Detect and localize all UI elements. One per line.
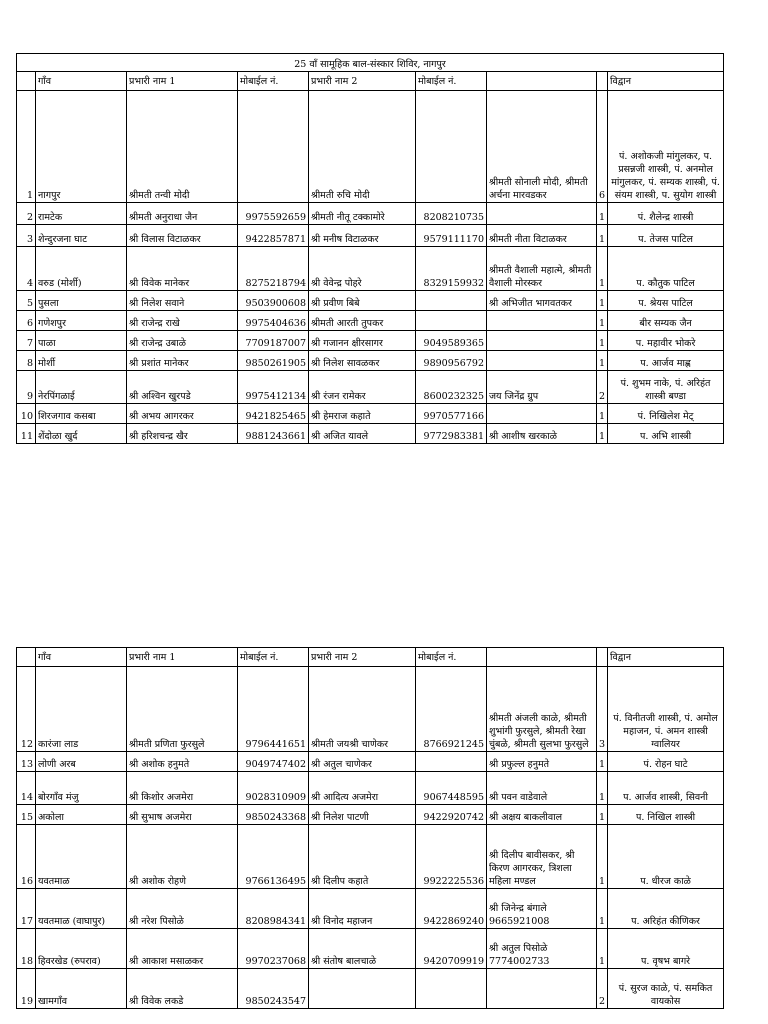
mobile-1-cell: 8275218794 — [238, 247, 309, 291]
mobile-1-cell: 9970237068 — [238, 929, 309, 969]
incharge-1-cell: श्री किशोर अजमेरा — [127, 772, 238, 805]
incharge-2-cell: श्रीमती रुचि मोदी — [309, 91, 416, 203]
scholar-cell: प. आर्जव माह्ण — [608, 351, 724, 371]
incharge-1-cell: श्री राजेन्द्र राखे — [127, 311, 238, 331]
mobile-1-cell: 9850243368 — [238, 805, 309, 825]
incharge-1-cell: श्री विवेक लकडे — [127, 969, 238, 1009]
incharge-2-cell: श्री दिलीप कहाते — [309, 825, 416, 889]
mobile-1-cell: 9503900608 — [238, 291, 309, 311]
mobile-1-cell — [238, 91, 309, 203]
header-count — [597, 648, 608, 667]
row-index: 9 — [17, 371, 36, 404]
header-mobile-2: मोबाईल नं. — [416, 72, 487, 91]
mobile-2-cell: 9922225536 — [416, 825, 487, 889]
others-cell: श्रीमती नीता विटाळकर — [487, 225, 597, 247]
others-cell: श्री अतुल पिसोळे 7774002733 — [487, 929, 597, 969]
others-cell: श्री दिलीप बावीसकर, श्री किरण आगरकर, त्रिशला महिला मण्डल — [487, 825, 597, 889]
village-cell: बोरगाँव मंजु — [36, 772, 127, 805]
incharge-2-cell: श्री अतुल चाणेकर — [309, 752, 416, 772]
mobile-1-cell: 9850243547 — [238, 969, 309, 1009]
header-others — [487, 72, 597, 91]
others-cell — [487, 203, 597, 225]
table-row — [17, 331, 724, 351]
scholar-cell: प. कौतुक पाटिल — [608, 247, 724, 291]
count-cell: 1 — [597, 772, 608, 805]
row-index: 1 — [17, 91, 36, 203]
mobile-2-cell — [416, 291, 487, 311]
village-cell: खामगाँव — [36, 969, 127, 1009]
header-village: गाँव — [36, 648, 127, 667]
header-mobile-1: मोबाईल नं. — [238, 72, 309, 91]
incharge-1-cell: श्री प्रशांत मानेकर — [127, 351, 238, 371]
count-cell: 1 — [597, 752, 608, 772]
scholar-cell: प. अभि शास्त्री — [608, 424, 724, 444]
mobile-1-cell: 9766136495 — [238, 825, 309, 889]
mobile-1-cell: 9850261905 — [238, 351, 309, 371]
incharge-1-cell: श्री विवेक मानेकर — [127, 247, 238, 291]
mobile-2-cell: 9579111170 — [416, 225, 487, 247]
mobile-2-cell: 9970577166 — [416, 404, 487, 424]
mobile-2-cell: 9772983381 — [416, 424, 487, 444]
row-index: 17 — [17, 889, 36, 929]
count-cell: 1 — [597, 805, 608, 825]
others-cell: श्री पवन वाडेवाले — [487, 772, 597, 805]
scholar-cell: प. आर्जव शास्त्री, सिवनी — [608, 772, 724, 805]
mobile-2-cell: 9067448595 — [416, 772, 487, 805]
row-index: 13 — [17, 752, 36, 772]
incharge-2-cell: श्री निलेश सावळकर — [309, 351, 416, 371]
count-cell: 1 — [597, 825, 608, 889]
table-row — [17, 203, 724, 225]
table-row — [17, 351, 724, 371]
incharge-1-cell: श्री नरेश पिसोळे — [127, 889, 238, 929]
incharge-2-cell: श्रीमती आरती तुपकर — [309, 311, 416, 331]
village-cell: पाळा — [36, 331, 127, 351]
row-index: 7 — [17, 331, 36, 351]
mobile-2-cell: 8329159932 — [416, 247, 487, 291]
header-scholar: विद्वान — [608, 72, 724, 91]
table-row — [17, 667, 724, 752]
table-row — [17, 929, 724, 969]
table-row — [17, 91, 724, 203]
village-cell: हिवरखेड (रुपराव) — [36, 929, 127, 969]
incharge-1-cell: श्री अशोक हनुमते — [127, 752, 238, 772]
mobile-2-cell — [416, 311, 487, 331]
mobile-2-cell: 9420709919 — [416, 929, 487, 969]
mobile-2-cell: 8600232325 — [416, 371, 487, 404]
count-cell: 1 — [597, 404, 608, 424]
header-mobile-1: मोबाईल नं. — [238, 648, 309, 667]
others-cell: श्री जिनेन्द्र बंगाले 9665921008 — [487, 889, 597, 929]
count-cell: 1 — [597, 929, 608, 969]
scholar-cell: प. तेजस पाटिल — [608, 225, 724, 247]
header-village: गाँव — [36, 72, 127, 91]
others-cell: श्री प्रफुल्ल हनुमते — [487, 752, 597, 772]
incharge-1-cell: श्री राजेन्द्र उबाळे — [127, 331, 238, 351]
others-cell — [487, 311, 597, 331]
row-index: 18 — [17, 929, 36, 969]
incharge-2-cell: श्रीमती नीतू टक्कामोरे — [309, 203, 416, 225]
mobile-1-cell: 9796441651 — [238, 667, 309, 752]
table-row — [17, 225, 724, 247]
header-index — [17, 648, 36, 667]
mobile-2-cell — [416, 969, 487, 1009]
table-row — [17, 371, 724, 404]
row-index: 12 — [17, 667, 36, 752]
incharge-2-cell: श्रीमती जयश्री चाणेकर — [309, 667, 416, 752]
header-incharge-1: प्रभारी नाम 1 — [127, 648, 238, 667]
incharge-1-cell: श्री अभय आगरकर — [127, 404, 238, 424]
scholar-cell: प. वृषभ बागरे — [608, 929, 724, 969]
incharge-2-cell: श्री वेवेन्द्र पोहरे — [309, 247, 416, 291]
count-cell: 1 — [597, 291, 608, 311]
others-cell — [487, 969, 597, 1009]
others-cell: श्री आशीष खरकाळे — [487, 424, 597, 444]
others-cell: जय जिनेंद्र ग्रुप — [487, 371, 597, 404]
incharge-2-cell: श्री रंजन रामेकर — [309, 371, 416, 404]
table-row — [17, 424, 724, 444]
row-index: 19 — [17, 969, 36, 1009]
incharge-2-cell: श्री निलेश पाटणी — [309, 805, 416, 825]
others-cell — [487, 331, 597, 351]
village-cell: रामटेक — [36, 203, 127, 225]
row-index: 5 — [17, 291, 36, 311]
village-cell: नेरपिंगळाई — [36, 371, 127, 404]
header-index — [17, 72, 36, 91]
count-cell: 1 — [597, 247, 608, 291]
village-cell: कारंजा लाड — [36, 667, 127, 752]
row-index: 11 — [17, 424, 36, 444]
others-cell: श्रीमती वैशाली महात्मे, श्रीमती वैशाली मोरस्कर — [487, 247, 597, 291]
scholar-cell: पं. विनीतजी शास्त्री, पं. अमोल महाजन, पं. अमन शास्त्री ग्वालियर — [608, 667, 724, 752]
row-index: 4 — [17, 247, 36, 291]
village-cell: यवतमाळ — [36, 825, 127, 889]
scholar-cell: पं. सुरज काळे, पं. समकित वायकोस — [608, 969, 724, 1009]
count-cell: 1 — [597, 311, 608, 331]
scholar-cell: पं. शुभम नाके, पं. अरिहंत शास्त्री बण्डा — [608, 371, 724, 404]
count-cell: 1 — [597, 331, 608, 351]
incharge-2-cell: श्री हेमराज कहाते — [309, 404, 416, 424]
header-mobile-2: मोबाईल नं. — [416, 648, 487, 667]
scholar-cell: प. निखिल शास्त्री — [608, 805, 724, 825]
scholar-cell: बीर सम्यक जैन — [608, 311, 724, 331]
count-cell: 1 — [597, 889, 608, 929]
row-index: 6 — [17, 311, 36, 331]
count-cell: 3 — [597, 667, 608, 752]
incharge-1-cell: श्रीमती प्रणिता फुरसुले — [127, 667, 238, 752]
camp-table-bottom — [16, 647, 724, 1009]
count-cell: 2 — [597, 371, 608, 404]
scholar-cell: प. धीरज काळे — [608, 825, 724, 889]
count-cell: 1 — [597, 203, 608, 225]
incharge-2-cell: श्री मनीष विटाळकर — [309, 225, 416, 247]
incharge-1-cell: श्री निलेश सवाने — [127, 291, 238, 311]
mobile-2-cell: 9422920742 — [416, 805, 487, 825]
scholar-cell: प. महावीर भोकरे — [608, 331, 724, 351]
header-incharge-1: प्रभारी नाम 1 — [127, 72, 238, 91]
header-count — [597, 72, 608, 91]
incharge-2-cell — [309, 969, 416, 1009]
table-row — [17, 752, 724, 772]
scholar-cell: प. अरिहंत कीणिकर — [608, 889, 724, 929]
others-cell: श्रीमती अंजली काळे, श्रीमती शुभांगी फुरसुले, श्रीमती रेखा चुंबळे, श्रीमती सुलभा फुरसुले — [487, 667, 597, 752]
camp-table-top — [16, 53, 724, 444]
header-incharge-2: प्रभारी नाम 2 — [309, 72, 416, 91]
mobile-1-cell: 8208984341 — [238, 889, 309, 929]
scholar-cell: पं. रोहन घाटे — [608, 752, 724, 772]
table-row — [17, 969, 724, 1009]
village-cell: शेन्दुरजना घाट — [36, 225, 127, 247]
count-cell: 2 — [597, 969, 608, 1009]
count-cell: 1 — [597, 225, 608, 247]
incharge-2-cell: श्री विनोद महाजन — [309, 889, 416, 929]
mobile-1-cell: 7709187007 — [238, 331, 309, 351]
mobile-1-cell: 9421825465 — [238, 404, 309, 424]
sheet-title-row — [17, 54, 724, 72]
scholar-cell: पं. शैलेन्द्र शास्त्री — [608, 203, 724, 225]
header-others — [487, 648, 597, 667]
mobile-1-cell: 9975592659 — [238, 203, 309, 225]
row-index: 14 — [17, 772, 36, 805]
table-row — [17, 889, 724, 929]
village-cell: मोर्शी — [36, 351, 127, 371]
incharge-2-cell: श्री गजानन क्षीरसागर — [309, 331, 416, 351]
header-scholar: विद्वान — [608, 648, 724, 667]
village-cell: गणेशपुर — [36, 311, 127, 331]
incharge-2-cell: श्री अजित यावले — [309, 424, 416, 444]
incharge-1-cell: श्री अशोक रोहणे — [127, 825, 238, 889]
row-index: 2 — [17, 203, 36, 225]
others-cell — [487, 404, 597, 424]
mobile-2-cell: 8208210735 — [416, 203, 487, 225]
incharge-1-cell: श्री सुभाष अजमेरा — [127, 805, 238, 825]
scholar-cell: पं. निखिलेश मेट् — [608, 404, 724, 424]
count-cell: 6 — [597, 91, 608, 203]
row-index: 8 — [17, 351, 36, 371]
mobile-1-cell: 9881243661 — [238, 424, 309, 444]
incharge-2-cell: श्री प्रवीण बिबे — [309, 291, 416, 311]
village-cell: नागपुर — [36, 91, 127, 203]
table-row — [17, 825, 724, 889]
table-row — [17, 772, 724, 805]
mobile-2-cell: 8766921245 — [416, 667, 487, 752]
incharge-2-cell: श्री संतोष बालचाळे — [309, 929, 416, 969]
village-cell: लोणी अरब — [36, 752, 127, 772]
count-cell: 1 — [597, 424, 608, 444]
table-row — [17, 311, 724, 331]
scholar-cell: प. श्रेयस पाटिल — [608, 291, 724, 311]
mobile-2-cell — [416, 752, 487, 772]
row-index: 10 — [17, 404, 36, 424]
header-row — [17, 648, 724, 667]
others-cell: श्री अभिजीत भागवतकर — [487, 291, 597, 311]
village-cell: वरुड (मोर्शी) — [36, 247, 127, 291]
mobile-2-cell: 9422869240 — [416, 889, 487, 929]
others-cell: श्रीमती सोनाली मोदी, श्रीमती अर्चना मारवडकर — [487, 91, 597, 203]
village-cell: अकोला — [36, 805, 127, 825]
table-row — [17, 805, 724, 825]
incharge-2-cell: श्री आदित्य अजमेरा — [309, 772, 416, 805]
mobile-1-cell: 9028310909 — [238, 772, 309, 805]
others-cell: श्री अक्षय बाकलीवाल — [487, 805, 597, 825]
mobile-2-cell — [416, 91, 487, 203]
count-cell: 1 — [597, 351, 608, 371]
incharge-1-cell: श्रीमती तन्वी मोदी — [127, 91, 238, 203]
incharge-1-cell: श्री हरिशचन्द्र खैर — [127, 424, 238, 444]
village-cell: यवतमाळ (वाघापुर) — [36, 889, 127, 929]
table-row — [17, 291, 724, 311]
table-row — [17, 404, 724, 424]
header-row — [17, 72, 724, 91]
header-incharge-2: प्रभारी नाम 2 — [309, 648, 416, 667]
row-index: 15 — [17, 805, 36, 825]
incharge-1-cell: श्री आकाश मसाळकर — [127, 929, 238, 969]
table-row — [17, 247, 724, 291]
mobile-1-cell: 9422857871 — [238, 225, 309, 247]
mobile-2-cell: 9049589365 — [416, 331, 487, 351]
row-index: 16 — [17, 825, 36, 889]
incharge-1-cell: श्री अश्विन खुरपडे — [127, 371, 238, 404]
village-cell: शिरजगाव कसबा — [36, 404, 127, 424]
mobile-1-cell: 9975404636 — [238, 311, 309, 331]
village-cell: पुसला — [36, 291, 127, 311]
sheet-title: 25 वाँ सामूहिक बाल-संस्कार शिविर, नागपुर — [17, 54, 724, 72]
incharge-1-cell: श्रीमती अनुराधा जैन — [127, 203, 238, 225]
incharge-1-cell: श्री विलास विटाळकर — [127, 225, 238, 247]
others-cell — [487, 351, 597, 371]
village-cell: शेंदोळा खुर्द — [36, 424, 127, 444]
row-index: 3 — [17, 225, 36, 247]
mobile-1-cell: 9049747402 — [238, 752, 309, 772]
mobile-2-cell: 9890956792 — [416, 351, 487, 371]
scholar-cell: पं. अशोकजी मांगुलकर, प. प्रसन्नजी शास्त्री, पं. अनमोल मांगुलकर, पं. सम्यक शास्त्री, पं. संयम शास्त्री, प. सुयोग शास्त्री — [608, 91, 724, 203]
mobile-1-cell: 9975412134 — [238, 371, 309, 404]
